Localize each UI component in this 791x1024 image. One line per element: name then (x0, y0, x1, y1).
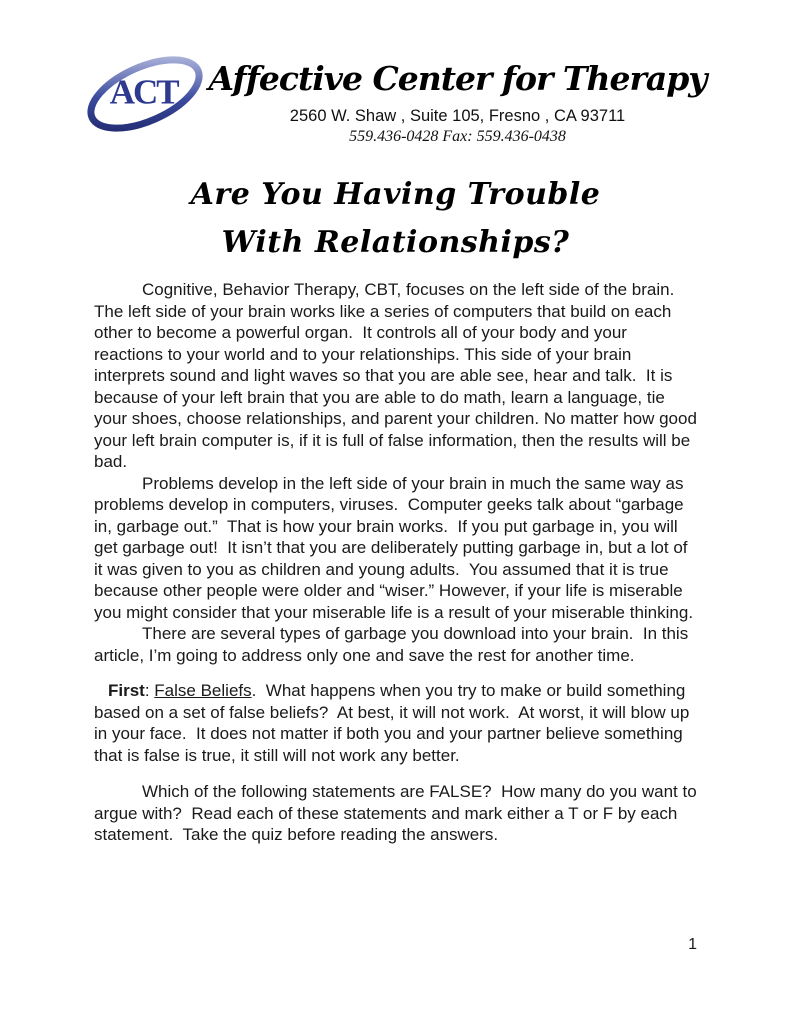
address-line: 2560 W. Shaw , Suite 105, Fresno , CA 93711 (289, 107, 626, 125)
false-beliefs-underlined: False Beliefs (154, 681, 252, 700)
first-separator: : (144, 681, 155, 700)
paragraph-first-false-beliefs (94, 680, 697, 766)
act-logo (81, 50, 209, 138)
letterhead-text (205, 50, 710, 147)
first-label: First (108, 681, 145, 700)
paragraph-cbt-left-brain: Cognitive, Behavior Therapy, CBT, focuses on the left side of the brain. The left side of your brain works like a series of computers that build on each other to become a powerful organ. It controls all of your body and your reactions to your world and to your relationships. This side of your brain interprets sound and light waves so that you are able see, hear and talk. It is because of your left brain that you are able to do math, learn a language, tie your shoes, choose relationships, and parent your children. No matter how good your left brain computer is, if it is full of false information, then the results will be bad. (94, 280, 702, 471)
article-body (94, 279, 702, 846)
org-name: Affective Center for Therapy (208, 59, 707, 98)
doc-title-line-1: Are You Having Trouble (190, 177, 601, 212)
phone-fax-line: 559.436-0428 Fax: 559.436-0438 (349, 128, 566, 145)
paragraph-quiz-instructions: Which of the following statements are FALSE? How many do you want to argue with? Read each of these statements and mark either a T or F by each statement. Take the quiz before reading the answers. (94, 782, 702, 844)
doc-title-line-2: With Relationships? (221, 225, 570, 260)
act-logo-text: ACT (109, 72, 178, 112)
paragraph-garbage-in-garbage-out: Problems develop in the left side of your brain in much the same way as problems develop in computers, viruses. Computer geeks talk about “garbage in, garbage out.” That is how your brain works. If you put garbage in, you will get garbage out! It isn’t that you are deliberately putting garbage in, but a lot of it was given to you as children and young adults. You assumed that it is true because other people were older and “wiser.” However, if your life is miserable you might consider that your miserable life is a result of your miserable thinking. (94, 473, 694, 622)
page-number: 1 (688, 936, 697, 953)
first-point-text: . What happens when you try to make or build something based on a set of false beliefs? At best, it will not work. At worst, it will blow up in your face. It does not matter if both you and your partner believe something that is false is true, it still will not work any better. (94, 681, 695, 765)
letterhead (0, 0, 791, 147)
doc-title (0, 171, 791, 267)
paragraph-types-of-garbage: There are several types of garbage you download into your brain. In this article, I’m going to address only one and save the rest for another time. (94, 624, 693, 665)
